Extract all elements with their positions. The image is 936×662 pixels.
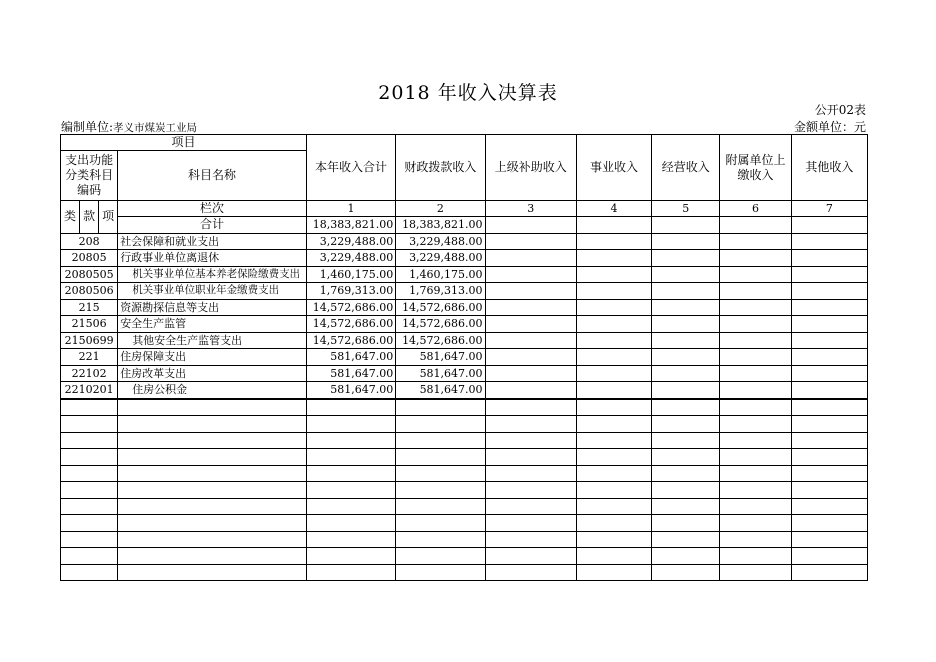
blank-c2 [396, 515, 485, 532]
blank-c1 [306, 399, 395, 416]
row-cell-4 [576, 349, 651, 366]
row-subject-name: 住房保障支出 [118, 349, 307, 366]
row-subject-name: 住房改革支出 [118, 365, 307, 382]
row-cell-6 [720, 382, 791, 399]
row-total: 3,229,488.00 [306, 250, 395, 267]
blank-c6 [720, 416, 791, 433]
blank-c3 [485, 416, 576, 433]
row-cell-5 [652, 332, 720, 349]
blank-c6 [720, 449, 791, 466]
header-col-3: 上级补助收入 [485, 135, 576, 201]
row-cell-7 [791, 283, 867, 300]
blank-code [61, 432, 118, 449]
total-amount: 18,383,821.00 [306, 217, 395, 234]
blank-c7 [791, 399, 867, 416]
row-total: 1,769,313.00 [306, 283, 395, 300]
row-cell-3 [485, 382, 576, 399]
row-total: 14,572,686.00 [306, 299, 395, 316]
row-total: 1,460,175.00 [306, 266, 395, 283]
blank-c5 [652, 432, 720, 449]
blank-row [61, 498, 868, 515]
row-cell-5 [652, 266, 720, 283]
blank-code [61, 482, 118, 499]
header-lanci: 栏次 [118, 201, 307, 217]
total-cell-6 [720, 217, 791, 234]
table-row [61, 382, 868, 399]
blank-c4 [576, 531, 651, 548]
row-cell-7 [791, 332, 867, 349]
blank-c3 [485, 548, 576, 565]
blank-c2 [396, 399, 485, 416]
table-row [61, 266, 868, 283]
blank-c7 [791, 465, 867, 482]
blank-c7 [791, 548, 867, 565]
row-code: 2080506 [61, 283, 118, 300]
row-cell-3 [485, 316, 576, 333]
row-fiscal: 14,572,686.00 [396, 299, 485, 316]
blank-c7 [791, 515, 867, 532]
total-cell-7 [791, 217, 867, 234]
row-code: 208 [61, 233, 118, 250]
table-row [61, 365, 868, 382]
row-code: 221 [61, 349, 118, 366]
row-subject-name: 住房公积金 [118, 382, 307, 399]
blank-name [118, 465, 307, 482]
row-subject-name: 机关事业单位职业年金缴费支出 [118, 283, 307, 300]
blank-c2 [396, 564, 485, 581]
row-cell-7 [791, 382, 867, 399]
organization-label: 编制单位: [61, 120, 114, 134]
row-total: 581,647.00 [306, 365, 395, 382]
blank-c1 [306, 498, 395, 515]
total-label: 合计 [118, 217, 307, 234]
blank-row [61, 564, 868, 581]
blank-name [118, 564, 307, 581]
header-xiang: 项 [99, 201, 118, 234]
header-col-4: 事业收入 [576, 135, 651, 201]
row-cell-4 [576, 233, 651, 250]
row-cell-5 [652, 283, 720, 300]
blank-c3 [485, 515, 576, 532]
row-cell-7 [791, 316, 867, 333]
blank-code [61, 465, 118, 482]
blank-c4 [576, 399, 651, 416]
total-cell-5 [652, 217, 720, 234]
row-cell-6 [720, 349, 791, 366]
blank-c4 [576, 416, 651, 433]
blank-c4 [576, 449, 651, 466]
blank-c2 [396, 482, 485, 499]
row-code: 2210201 [61, 382, 118, 399]
header-row-lanci [61, 201, 868, 217]
row-cell-3 [485, 365, 576, 382]
blank-c5 [652, 416, 720, 433]
row-code: 2150699 [61, 332, 118, 349]
row-cell-7 [791, 349, 867, 366]
blank-name [118, 548, 307, 565]
header-kuan: 款 [80, 201, 99, 234]
blank-c2 [396, 416, 485, 433]
row-fiscal: 3,229,488.00 [396, 233, 485, 250]
header-col-2: 财政拨款收入 [396, 135, 485, 201]
column-number-3: 3 [485, 201, 576, 217]
table-row [61, 299, 868, 316]
row-cell-4 [576, 382, 651, 399]
row-cell-6 [720, 365, 791, 382]
blank-c5 [652, 548, 720, 565]
row-code: 2080505 [61, 266, 118, 283]
blank-c1 [306, 564, 395, 581]
blank-c4 [576, 564, 651, 581]
column-number-4: 4 [576, 201, 651, 217]
row-cell-4 [576, 365, 651, 382]
row-total: 14,572,686.00 [306, 316, 395, 333]
blank-c6 [720, 465, 791, 482]
blank-c5 [652, 449, 720, 466]
blank-c3 [485, 482, 576, 499]
blank-name [118, 515, 307, 532]
blank-c6 [720, 498, 791, 515]
blank-code [61, 449, 118, 466]
blank-c7 [791, 564, 867, 581]
row-subject-name: 机关事业单位基本养老保险缴费支出 [118, 266, 307, 283]
column-number-1: 1 [306, 201, 395, 217]
blank-name [118, 432, 307, 449]
blank-c3 [485, 531, 576, 548]
blank-code [61, 564, 118, 581]
blank-c2 [396, 531, 485, 548]
row-cell-4 [576, 299, 651, 316]
blank-name [118, 399, 307, 416]
blank-c7 [791, 449, 867, 466]
page-title: 2018 年收入决算表 [378, 82, 558, 104]
blank-c2 [396, 498, 485, 515]
row-cell-5 [652, 349, 720, 366]
row-subject-name: 社会保障和就业支出 [118, 233, 307, 250]
row-fiscal: 1,460,175.00 [396, 266, 485, 283]
row-cell-3 [485, 299, 576, 316]
row-cell-7 [791, 250, 867, 267]
organization-line [61, 118, 197, 135]
row-total: 581,647.00 [306, 382, 395, 399]
row-fiscal: 3,229,488.00 [396, 250, 485, 267]
blank-c4 [576, 465, 651, 482]
blank-c3 [485, 564, 576, 581]
blank-name [118, 482, 307, 499]
header-item: 项目 [61, 135, 307, 151]
row-total: 3,229,488.00 [306, 233, 395, 250]
table-row [61, 332, 868, 349]
row-cell-5 [652, 365, 720, 382]
blank-c2 [396, 449, 485, 466]
header-col-7: 其他收入 [791, 135, 867, 201]
column-number-6: 6 [720, 201, 791, 217]
row-cell-6 [720, 283, 791, 300]
row-subject-name: 行政事业单位离退休 [118, 250, 307, 267]
blank-code [61, 498, 118, 515]
row-cell-3 [485, 266, 576, 283]
row-fiscal: 581,647.00 [396, 365, 485, 382]
blank-c3 [485, 449, 576, 466]
blank-row [61, 432, 868, 449]
table-row [61, 283, 868, 300]
blank-c4 [576, 482, 651, 499]
total-row [61, 217, 868, 234]
table-row [61, 316, 868, 333]
row-cell-4 [576, 316, 651, 333]
blank-c5 [652, 482, 720, 499]
blank-name [118, 531, 307, 548]
blank-c3 [485, 432, 576, 449]
blank-c1 [306, 416, 395, 433]
blank-row [61, 515, 868, 532]
row-cell-3 [485, 250, 576, 267]
blank-c7 [791, 498, 867, 515]
blank-c5 [652, 531, 720, 548]
blank-row [61, 416, 868, 433]
row-subject-name: 安全生产监管 [118, 316, 307, 333]
row-cell-6 [720, 233, 791, 250]
blank-c7 [791, 531, 867, 548]
blank-c6 [720, 482, 791, 499]
organization-name: 孝义市煤炭工业局 [113, 122, 198, 134]
header-col-1: 本年收入合计 [306, 135, 395, 201]
blank-code [61, 548, 118, 565]
row-cell-6 [720, 316, 791, 333]
blank-c4 [576, 515, 651, 532]
blank-c2 [396, 548, 485, 565]
row-cell-4 [576, 332, 651, 349]
row-cell-5 [652, 382, 720, 399]
blank-code [61, 416, 118, 433]
row-fiscal: 1,769,313.00 [396, 283, 485, 300]
header-row-item [61, 135, 868, 151]
document-number: 公开02表 [814, 103, 866, 117]
header-col-6: 附属单位上缴收入 [720, 135, 791, 201]
row-cell-7 [791, 233, 867, 250]
blank-row [61, 449, 868, 466]
blank-c2 [396, 465, 485, 482]
blank-name [118, 449, 307, 466]
header-lei: 类 [61, 201, 80, 234]
row-cell-5 [652, 316, 720, 333]
table-row [61, 233, 868, 250]
blank-c7 [791, 482, 867, 499]
row-cell-5 [652, 250, 720, 267]
blank-c7 [791, 432, 867, 449]
blank-c6 [720, 515, 791, 532]
amount-unit: 金额单位：元 [793, 120, 866, 134]
blank-c1 [306, 465, 395, 482]
row-cell-5 [652, 233, 720, 250]
row-code: 22102 [61, 365, 118, 382]
column-number-5: 5 [652, 201, 720, 217]
row-cell-3 [485, 332, 576, 349]
header-subject-name: 科目名称 [118, 151, 307, 201]
blank-c6 [720, 432, 791, 449]
total-fiscal: 18,383,821.00 [396, 217, 485, 234]
blank-c4 [576, 548, 651, 565]
row-cell-4 [576, 250, 651, 267]
row-fiscal: 581,647.00 [396, 382, 485, 399]
blank-c6 [720, 531, 791, 548]
header-code-group: 支出功能分类科目编码 [61, 151, 118, 201]
blank-c5 [652, 515, 720, 532]
row-code: 20805 [61, 250, 118, 267]
blank-row [61, 482, 868, 499]
row-cell-3 [485, 283, 576, 300]
row-fiscal: 581,647.00 [396, 349, 485, 366]
row-cell-4 [576, 283, 651, 300]
total-cell-3 [485, 217, 576, 234]
row-fiscal: 14,572,686.00 [396, 316, 485, 333]
blank-c5 [652, 564, 720, 581]
blank-c3 [485, 465, 576, 482]
row-cell-7 [791, 365, 867, 382]
blank-code [61, 515, 118, 532]
row-cell-5 [652, 299, 720, 316]
row-fiscal: 14,572,686.00 [396, 332, 485, 349]
blank-c3 [485, 498, 576, 515]
row-subject-name: 其他安全生产监管支出 [118, 332, 307, 349]
blank-c5 [652, 498, 720, 515]
row-code: 21506 [61, 316, 118, 333]
blank-c2 [396, 432, 485, 449]
table-row [61, 349, 868, 366]
blank-c4 [576, 432, 651, 449]
blank-c6 [720, 564, 791, 581]
blank-c1 [306, 548, 395, 565]
row-cell-6 [720, 250, 791, 267]
row-cell-3 [485, 349, 576, 366]
table-row [61, 250, 868, 267]
total-cell-4 [576, 217, 651, 234]
blank-c3 [485, 399, 576, 416]
blank-c1 [306, 515, 395, 532]
blank-c6 [720, 548, 791, 565]
row-cell-7 [791, 266, 867, 283]
column-number-2: 2 [396, 201, 485, 217]
blank-c4 [576, 498, 651, 515]
row-subject-name: 资源勘探信息等支出 [118, 299, 307, 316]
row-code: 215 [61, 299, 118, 316]
blank-name [118, 416, 307, 433]
row-cell-6 [720, 332, 791, 349]
blank-c7 [791, 416, 867, 433]
row-cell-3 [485, 233, 576, 250]
blank-c5 [652, 399, 720, 416]
blank-c5 [652, 465, 720, 482]
row-cell-4 [576, 266, 651, 283]
blank-c1 [306, 432, 395, 449]
row-cell-6 [720, 266, 791, 283]
blank-name [118, 498, 307, 515]
income-table [60, 134, 868, 581]
row-total: 14,572,686.00 [306, 332, 395, 349]
blank-code [61, 399, 118, 416]
blank-c1 [306, 449, 395, 466]
blank-c1 [306, 482, 395, 499]
blank-c1 [306, 531, 395, 548]
blank-row [61, 465, 868, 482]
blank-row [61, 548, 868, 565]
blank-row [61, 399, 868, 416]
row-cell-7 [791, 299, 867, 316]
row-cell-6 [720, 299, 791, 316]
header-col-5: 经营收入 [652, 135, 720, 201]
column-number-7: 7 [791, 201, 867, 217]
blank-c6 [720, 399, 791, 416]
row-total: 581,647.00 [306, 349, 395, 366]
blank-row [61, 531, 868, 548]
blank-code [61, 531, 118, 548]
